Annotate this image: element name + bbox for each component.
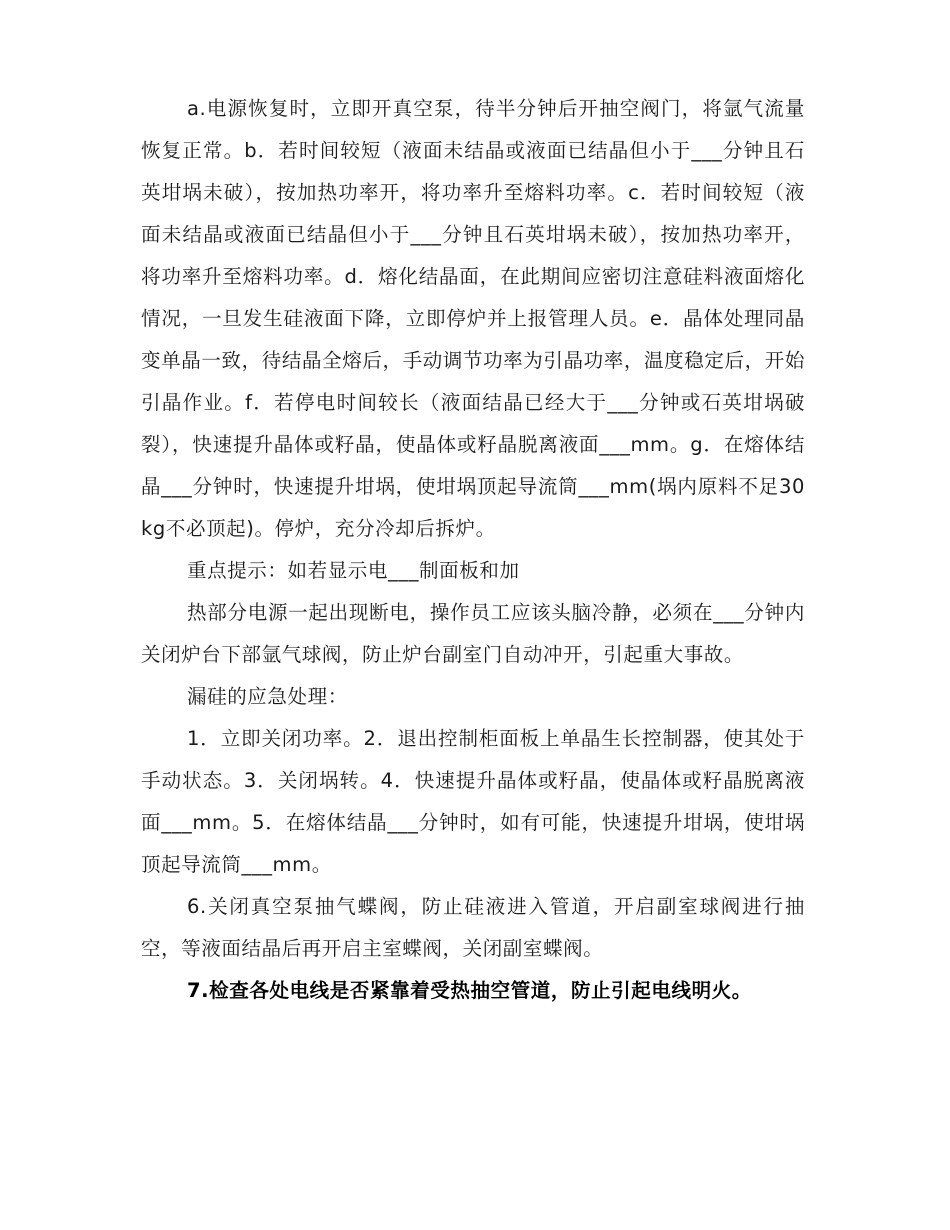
paragraph-leak-step-6: 6.关闭真空泵抽气蝶阀，防止硅液进入管道，开启副室球阀进行抽空，等液面结晶后再开启主室蝶阀，关闭副室蝶阀。 (141, 895, 805, 960)
paragraph-power-outage-warning: 热部分电源一起出现断电，操作员工应该头脑冷静，必须在___分钟内关闭炉台下部氩气球阀，防止炉台副室门自动冲开，引起重大事故。 (141, 601, 805, 666)
paragraph-leak-steps-1-5: 1．立即关闭功率。2．退出控制柜面板上单晶生长控制器，使其处于手动状态。3．关闭埚转。4．快速提升晶体或籽晶，使晶体或籽晶脱离液面___mm。5．在熔体结晶___分钟时，如有可能，快速提升坩埚，使坩埚顶起导流筒___mm。 (141, 727, 805, 876)
paragraph-power-restore-steps: a.电源恢复时，立即开真空泵，待半分钟后开抽空阀门，将氩气流量恢复正常。b．若时间较短（液面未结晶或液面已结晶但小于___分钟且石英坩埚未破），按加热功率开，将功率升至熔料功率。c．若时间较短（液面未结晶或液面已结晶但小于___分钟且石英坩埚未破），按加热功率开，将功率升至熔料功率。d．熔化结晶面，在此期间应密切注意硅料液面熔化情况，一旦发生硅液面下降，立即停炉并上报管理人员。e．晶体处理同晶变单晶一致，待结晶全熔后，手动调节功率为引晶功率，温度稳定后，开始引晶作业。f．若停电时间较长（液面结晶已经大于___分钟或石英坩埚破裂），快速提升晶体或籽晶，使晶体或籽晶脱离液面___mm。g．在熔体结晶___分钟时，快速提升坩埚，使坩埚顶起导流筒___mm(埚内原料不足30kg不必顶起)。停炉，充分冷却后拆炉。 (141, 97, 805, 540)
paragraph-leak-step-7: 7.检查各处电线是否紧靠着受热抽空管道，防止引起电线明火。 (187, 979, 752, 1002)
paragraph-key-tip: 重点提示：如若显示电___制面板和加 (187, 559, 520, 582)
heading-silicon-leak-emergency: 漏硅的应急处理： (187, 685, 348, 708)
document-page (141, 88, 805, 1012)
